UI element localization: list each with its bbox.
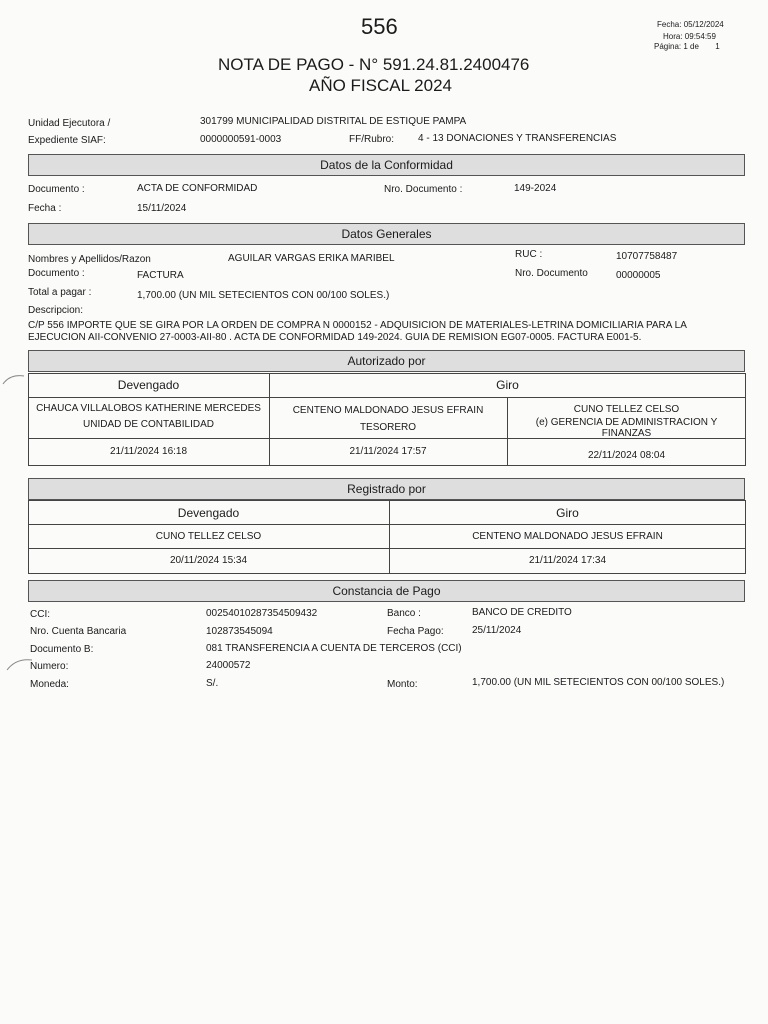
generales-header: Datos Generales [28, 223, 745, 245]
registrado-giro-label: Giro [556, 506, 579, 520]
gen-ruc-label: RUC : [515, 249, 543, 260]
conf-fecha-value: 15/11/2024 [137, 203, 187, 214]
cuenta-value: 102873545094 [206, 626, 273, 637]
gen-documento-value: FACTURA [137, 270, 184, 281]
meta-fecha-label: Fecha: [657, 20, 682, 29]
autorizado-col3-date: 22/11/2024 08:04 [587, 450, 666, 461]
autorizado-col2-name: CENTENO MALDONADO JESUS EFRAIN [292, 405, 484, 416]
conf-documento-value: ACTA DE CONFORMIDAD [137, 183, 258, 194]
autorizado-col1-date: 21/11/2024 16:18 [109, 446, 188, 457]
meta-hora [663, 32, 716, 41]
banco-label: Banco : [387, 608, 421, 619]
cci-value: 00254010287354509432 [206, 608, 318, 619]
meta-pagina-label: Página: [654, 42, 682, 51]
gen-descripcion-label: Descripcion: [28, 305, 84, 316]
meta-hora-label: Hora: [663, 32, 683, 41]
moneda-label: Moneda: [30, 679, 69, 690]
meta-pagina [654, 42, 720, 51]
page-number: 556 [361, 14, 398, 39]
constancia-header: Constancia de Pago [28, 580, 745, 602]
banco-value: BANCO DE CREDITO [472, 607, 572, 618]
gen-nombres-value: AGUILAR VARGAS ERIKA MARIBEL [228, 253, 395, 264]
cci-label: CCI: [30, 609, 50, 620]
autorizado-divider-1 [28, 397, 746, 398]
ffrubro-label: FF/Rubro: [349, 134, 395, 145]
conf-fecha-label: Fecha : [28, 203, 62, 214]
unidad-value: 301799 MUNICIPALIDAD DISTRITAL DE ESTIQUE PAMPA [200, 116, 467, 127]
document-title: NOTA DE PAGO - N° 591.24.81.2400476 [218, 55, 530, 74]
unidad-label: Unidad Ejecutora / [28, 118, 111, 129]
monto-value: 1,700.00 (UN MIL SETECIENTOS CON 00/100 SOLES.) [472, 677, 725, 688]
gen-documento-label: Documento : [28, 268, 85, 279]
autorizado-col3-role2: FINANZAS [601, 428, 652, 439]
autorizado-col2-date: 21/11/2024 17:57 [349, 446, 427, 457]
registrado-col1-name: CUNO TELLEZ CELSO [155, 531, 262, 542]
meta-pagina-total: 1 [715, 42, 720, 51]
autorizado-col3-name: CUNO TELLEZ CELSO [573, 404, 680, 415]
moneda-value: S/. [206, 678, 219, 689]
meta-hora-value: 09:54:59 [684, 32, 716, 41]
gen-total-value: 1,700.00 (UN MIL SETECIENTOS CON 00/100 SOLES.) [137, 290, 390, 301]
numero-label: Numero: [30, 661, 69, 672]
gen-descripcion-line1: C/P 556 IMPORTE QUE SE GIRA POR LA ORDEN DE COMPRA N 0000152 - ADQUISICION DE MATERIALES-LETRINA DOMICILIARIA PARA LA [28, 320, 687, 331]
scan-mark-icon [6, 656, 34, 672]
gen-nro-value: 00000005 [616, 270, 661, 281]
meta-pagina-value: 1 de [683, 42, 699, 51]
document-subtitle: AÑO FISCAL 2024 [309, 76, 452, 95]
autorizado-giro-label: Giro [496, 378, 519, 392]
fechapago-label: Fecha Pago: [387, 626, 444, 637]
gen-total-label: Total a pagar : [28, 287, 92, 298]
documento-b-value: 081 TRANSFERENCIA A CUENTA DE TERCEROS (CCI) [206, 643, 462, 654]
ffrubro-value: 4 - 13 DONACIONES Y TRANSFERENCIAS [418, 133, 617, 144]
registrado-divider-1 [28, 524, 746, 525]
monto-label: Monto: [387, 679, 418, 690]
conf-documento-label: Documento : [28, 184, 85, 195]
meta-fecha-value: 05/12/2024 [683, 20, 724, 29]
gen-descripcion-line2: EJECUCION AII-CONVENIO 27-0003-AII-80 . ACTA DE CONFORMIDAD 149-2024. GUIA DE REMISION EG07-0005. FACTURA E001-5. [28, 332, 642, 343]
autorizado-header: Autorizado por [28, 350, 745, 372]
meta-fecha [657, 20, 724, 29]
registrado-header: Registrado por [28, 478, 745, 500]
gen-nombres-label: Nombres y Apellidos/Razon [28, 254, 151, 265]
autorizado-devengado-label: Devengado [117, 378, 180, 392]
expediente-value: 0000000591-0003 [200, 134, 282, 145]
conformidad-header: Datos de la Conformidad [28, 154, 745, 176]
fechapago-value: 25/11/2024 [472, 625, 522, 636]
autorizado-col1-name: CHAUCA VILLALOBOS KATHERINE MERCEDES [36, 403, 261, 414]
registrado-col2-name: CENTENO MALDONADO JESUS EFRAIN [472, 531, 663, 542]
registrado-devengado-label: Devengado [177, 506, 240, 520]
autorizado-col2-role: TESORERO [359, 422, 417, 433]
registrado-col1-date: 20/11/2024 15:34 [169, 555, 248, 566]
expediente-label: Expediente SIAF: [28, 135, 106, 146]
cuenta-label: Nro. Cuenta Bancaria [30, 626, 127, 637]
autorizado-col1-role: UNIDAD DE CONTABILIDAD [83, 419, 214, 430]
autorizado-col3-role1: (e) GERENCIA DE ADMINISTRACION Y [535, 417, 718, 428]
registrado-col2-date: 21/11/2024 17:34 [528, 555, 607, 566]
documento-b-label: Documento B: [30, 644, 94, 655]
conf-nro-label: Nro. Documento : [384, 184, 463, 195]
gen-nro-label: Nro. Documento [515, 268, 588, 279]
numero-value: 24000572 [206, 660, 251, 671]
registrado-divider-2 [28, 548, 746, 549]
gen-ruc-value: 10707758487 [616, 251, 678, 262]
conf-nro-value: 149-2024 [514, 183, 557, 194]
scan-mark-icon [2, 372, 26, 386]
